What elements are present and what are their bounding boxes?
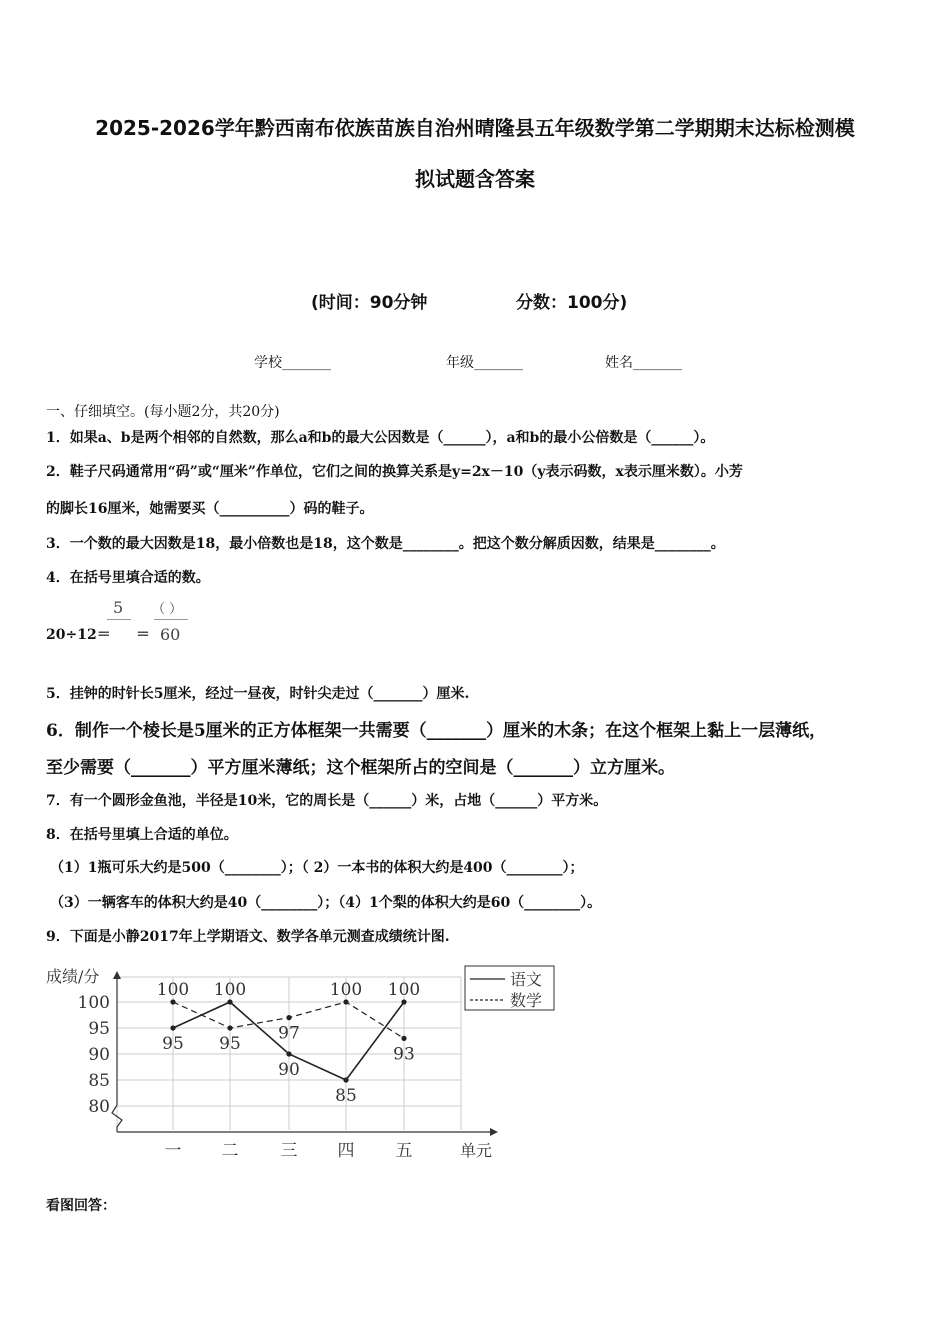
legend-label-1: 数学	[510, 991, 543, 1010]
question-6-line2: 至少需要（_______）平方厘米薄纸；这个框架所占的空间是（_______）立方厘米。	[46, 758, 675, 778]
q4-numerator-1: 5	[113, 598, 124, 617]
chart-xticks	[165, 1141, 413, 1161]
series-1-label-2: 97	[278, 1023, 300, 1044]
series-1-point-3	[343, 999, 348, 1004]
ytick-label-1: 95	[88, 1019, 110, 1039]
question-4: 4．在括号里填合适的数。	[46, 570, 210, 586]
series-1-label-1: 95	[219, 1034, 241, 1054]
page-title-line2: 拟试题含答案	[415, 167, 535, 191]
page-title-line1: 2025-2026学年黔西南布依族苗族自治州晴隆县五年级数学第二学期期末达标检测模	[95, 116, 855, 140]
xtick-label-1: 二	[221, 1141, 239, 1161]
grade-field: 年级_______	[446, 355, 523, 371]
section-heading: 一、仔细填空。(每小题2分，共20分)	[46, 404, 280, 420]
xtick-label-0: 一	[164, 1141, 182, 1161]
chart-legend	[465, 966, 554, 1010]
chart-yticks	[78, 993, 110, 1117]
question-9: 9．下面是小静2017年上学期语文、数学各单元测查成绩统计图.	[46, 929, 450, 945]
series-0-point-3	[343, 1077, 348, 1082]
fraction-bar-2	[154, 619, 188, 620]
y-axis-arrow	[113, 971, 121, 979]
q4-numerator-2: （ ）	[152, 602, 183, 617]
question-5: 5．挂钟的时针长5厘米，经过一昼夜，时针尖走过（_______）厘米.	[46, 686, 470, 702]
series-1-point-2	[286, 1015, 291, 1020]
question-7: 7．有一个圆形金鱼池，半径是10米，它的周长是（______）米，占地（______）平方米。	[46, 793, 608, 809]
name-field: 姓名_______	[605, 355, 682, 371]
series-1-point-4	[401, 1036, 406, 1041]
series-0-label-1: 100	[213, 980, 247, 1000]
ytick-label-0: 100	[77, 993, 110, 1013]
exam-score: 分数：100分)	[516, 293, 628, 313]
question-2-line2: 的脚长16厘米，她需要买（__________）码的鞋子。	[46, 501, 374, 517]
question-6-line1: 6．制作一个棱长是5厘米的正方体框架一共需要（_______）厘米的木条；在这个框架上黏上一层薄纸，	[46, 721, 827, 741]
xtick-label-4: 五	[395, 1141, 413, 1161]
series-1-point-0	[170, 999, 175, 1004]
series-0-point-1	[227, 999, 232, 1004]
school-field: 学校_______	[254, 355, 331, 371]
series-1-label-3: 100	[329, 980, 363, 1000]
series-0-label-0: 95	[162, 1034, 184, 1054]
ytick-label-2: 90	[88, 1045, 110, 1065]
series-0-label-3: 85	[335, 1086, 357, 1106]
x-axis-arrow	[490, 1128, 498, 1136]
series-0-point-2	[286, 1051, 291, 1056]
series-0-label-2: 90	[278, 1060, 300, 1080]
question-8: 8．在括号里填上合适的单位。	[46, 827, 238, 843]
q4-denominator-2: 60	[160, 625, 181, 644]
series-0-label-4: 100	[387, 980, 421, 1000]
chart-xlabel: 单元	[460, 1141, 493, 1160]
score-line-chart	[40, 955, 570, 1170]
fraction-bar-1	[107, 619, 131, 620]
q4-equals: ＝	[136, 627, 150, 643]
answer-label: 看图回答：	[46, 1198, 116, 1214]
question-8-part-a: （1）1瓶可乐大约是500（________）；（ 2）一本书的体积大约是400（________）；	[50, 860, 584, 876]
series-1-label-0: 100	[156, 980, 190, 1000]
question-3: 3．一个数的最大因数是18，最小倍数也是18，这个数是________。把这个数分解质因数，结果是________。	[46, 536, 725, 552]
q4-expression: 20÷12＝	[46, 627, 111, 643]
ytick-label-4: 80	[88, 1097, 110, 1117]
chart-ylabel: 成绩/分	[46, 967, 100, 986]
xtick-label-3: 四	[337, 1141, 355, 1161]
question-1: 1．如果a、b是两个相邻的自然数，那么a和b的最大公因数是（______），a和b的最小公倍数是（______）。	[46, 430, 715, 446]
series-0-point-4	[401, 999, 406, 1004]
legend-label-0: 语文	[510, 970, 543, 989]
series-1-point-1	[227, 1025, 232, 1030]
ytick-label-3: 85	[88, 1071, 110, 1091]
question-8-part-b: （3）一辆客车的体积大约是40（________）；（4）1个梨的体积大约是60（________）。	[50, 895, 602, 911]
question-2-line1: 2．鞋子尺码通常用“码”或“厘米”作单位，它们之间的换算关系是y=2x－10（y表示码数，x表示厘米数）。小芳	[46, 464, 743, 480]
series-0-point-0	[170, 1025, 175, 1030]
series-1-label-4: 93	[393, 1044, 415, 1065]
exam-time: (时间：90分钟	[311, 293, 428, 313]
xtick-label-2: 三	[280, 1141, 298, 1161]
